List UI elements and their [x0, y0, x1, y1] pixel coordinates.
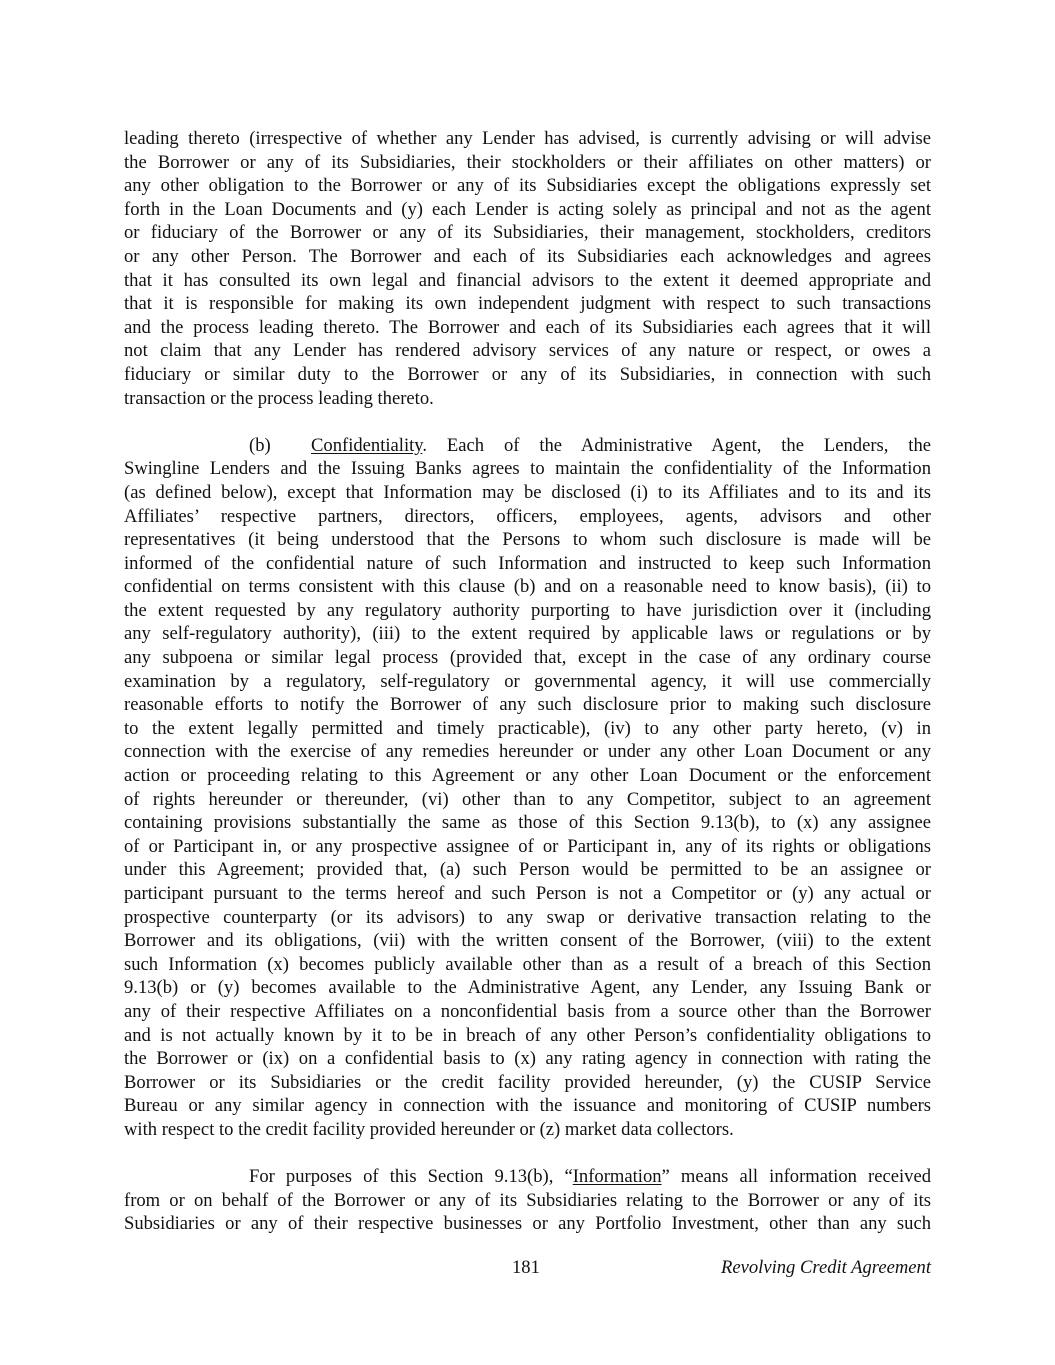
text-line: connection with the exercise of any remedies hereunder or under any other Loan Document or any: [124, 741, 931, 763]
text-line: representatives (it being understood that the Persons to whom such disclosure is made will be: [124, 529, 931, 551]
text-line: Subsidiaries or any of their respective businesses or any Portfolio Investment, other than any such: [124, 1213, 931, 1235]
text-line: any other obligation to the Borrower or any of its Subsidiaries except the obligations expressly set: [124, 175, 931, 197]
text-line: Bureau or any similar agency in connection with the issuance and monitoring of CUSIP numbers: [124, 1095, 931, 1117]
clause-heading-rest: . Each of the Administrative Agent, the Lenders, the: [422, 434, 931, 456]
text-line: any self-regulatory authority), (iii) to the extent required by applicable laws or regulations or by: [124, 623, 931, 645]
text-line: forth in the Loan Documents and (y) each Lender is acting solely as principal and not as the agent: [124, 198, 931, 220]
clause-number: (b): [249, 434, 271, 456]
text-line: (as defined below), except that Information may be disclosed (i) to its Affiliates and to its and its: [124, 481, 931, 503]
page-footer: [124, 1256, 931, 1280]
text-line: prospective counterparty (or its advisors) to any swap or derivative transaction relating to the: [124, 906, 931, 928]
document-title: Revolving Credit Agreement: [721, 1257, 931, 1278]
paragraph-continuation: [124, 127, 931, 410]
text-line: that it is responsible for making its own independent judgment with respect to such transactions: [124, 293, 931, 315]
text-line: leading thereto (irrespective of whether any Lender has advised, is currently advising or will advise: [124, 128, 931, 149]
text-line: under this Agreement; provided that, (a) such Person would be permitted to be an assignee or: [124, 859, 931, 881]
paragraph-confidentiality: [124, 434, 931, 1142]
text-line: Affiliates’ respective partners, directors, officers, employees, agents, advisors and other: [124, 505, 931, 527]
document-page: [124, 127, 931, 1236]
clause-heading: Confidentiality: [311, 434, 423, 456]
text-line: such Information (x) becomes publicly available other than as a result of a breach of this Section: [124, 953, 931, 975]
text-line: transaction or the process leading thereto.: [124, 387, 434, 409]
text-line: Swingline Lenders and the Issuing Banks agrees to maintain the confidentiality of the Information: [124, 458, 931, 480]
text-line: informed of the confidential nature of such Information and instructed to keep such Information: [124, 552, 931, 574]
text-line: confidential on terms consistent with this clause (b) and on a reasonable need to know basis), (ii) to: [124, 576, 931, 598]
text-line: the Borrower or (ix) on a confidential basis to (x) any rating agency in connection with rating the: [124, 1048, 931, 1070]
text-line: examination by a regulatory, self-regulatory or governmental agency, it will use commercially: [124, 670, 931, 692]
text-line: to the extent legally permitted and timely practicable), (iv) to any other party hereto, (v) in: [124, 717, 931, 739]
text-line: participant pursuant to the terms hereof and such Person is not a Competitor or (y) any actual or: [124, 883, 931, 904]
definition-first-line: [124, 1165, 931, 1189]
text-line: or fiduciary of the Borrower or any of its Subsidiaries, their management, stockholders, creditors: [124, 222, 931, 244]
definition-trailing-text: ” means all information received: [661, 1166, 931, 1188]
text-line: any of their respective Affiliates on a nonconfidential basis from a source other than the Borrower: [124, 1000, 931, 1022]
text-line: any subpoena or similar legal process (provided that, except in the case of any ordinary course: [124, 647, 931, 669]
text-line: not claim that any Lender has rendered advisory services of any nature or respect, or owes a: [124, 340, 931, 362]
text-line: of or Participant in, or any prospective assignee of or Participant in, any of its rights or obligations: [124, 835, 931, 857]
defined-term: Information: [572, 1166, 662, 1188]
text-line: of rights hereunder or thereunder, (vi) other than to any Competitor, subject to an agreement: [124, 788, 931, 810]
text-line: that it has consulted its own legal and financial advisors to the extent it deemed appropriate and: [124, 269, 931, 291]
text-line: Borrower or its Subsidiaries or the credit facility provided hereunder, (y) the CUSIP Service: [124, 1071, 931, 1093]
text-line: Borrower and its obligations, (vii) with the written consent of the Borrower, (viii) to the extent: [124, 930, 931, 952]
text-line: the extent requested by any regulatory authority purporting to have jurisdiction over it (including: [124, 599, 931, 621]
text-line: reasonable efforts to notify the Borrower of any such disclosure prior to making such disclosure: [124, 694, 931, 716]
text-line: 9.13(b) or (y) becomes available to the Administrative Agent, any Lender, any Issuing Bank or: [124, 977, 931, 999]
text-line: with respect to the credit facility provided hereunder or (z) market data collectors.: [124, 1118, 734, 1140]
paragraph-information-definition: [124, 1165, 931, 1236]
text-line: fiduciary or similar duty to the Borrower or any of its Subsidiaries, in connection with such: [124, 363, 931, 385]
text-line: or any other Person. The Borrower and each of its Subsidiaries each acknowledges and agrees: [124, 245, 931, 267]
text-line: and the process leading thereto. The Borrower and each of its Subsidiaries each agrees that it will: [124, 316, 931, 338]
text-line: the Borrower or any of its Subsidiaries, their stockholders or their affiliates on other matters) or: [124, 151, 931, 173]
text-line: containing provisions substantially the same as those of this Section 9.13(b), to (x) any assignee: [124, 812, 931, 834]
page-number: 181: [512, 1257, 540, 1278]
text-line: action or proceeding relating to this Agreement or any other Loan Document or the enforcement: [124, 765, 931, 787]
text-line: and is not actually known by it to be in breach of any other Person’s confidentiality obligations to: [124, 1024, 931, 1046]
text-line: from or on behalf of the Borrower or any of its Subsidiaries relating to the Borrower or any of its: [124, 1189, 931, 1211]
definition-lead-text: For purposes of this Section 9.13(b), “: [249, 1166, 573, 1188]
clause-heading-line: [124, 434, 931, 458]
